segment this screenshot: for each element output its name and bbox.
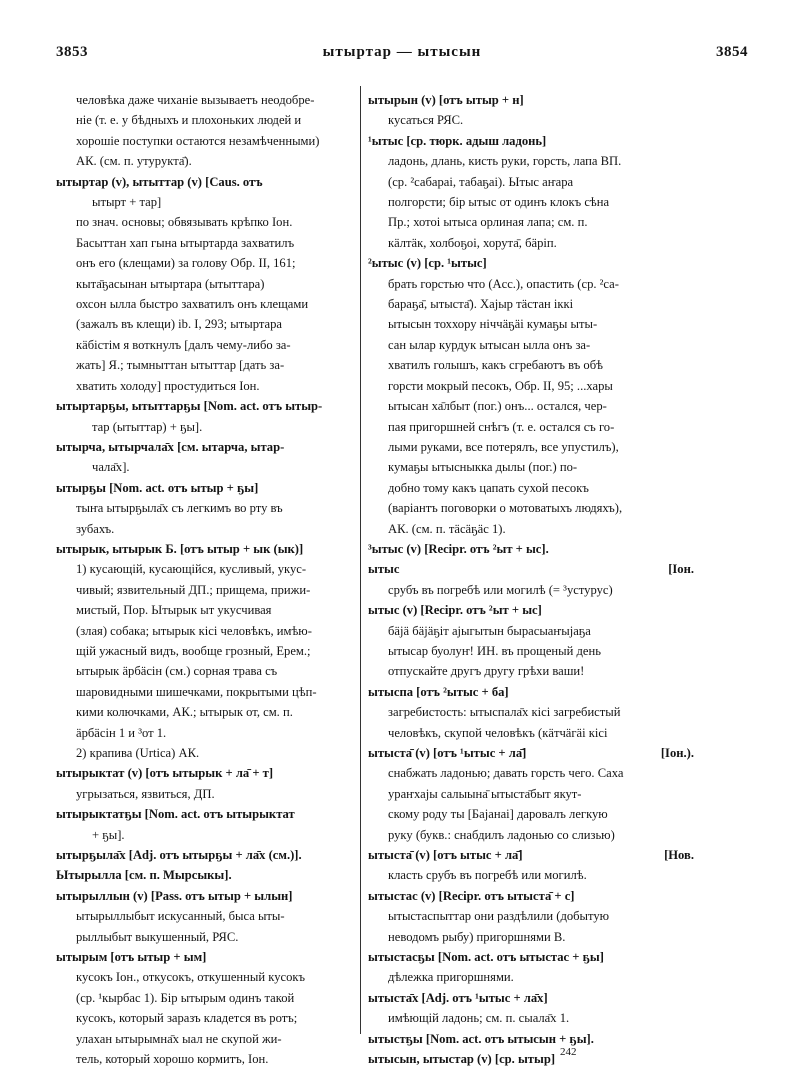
headword-line: ытырым [отъ ытыр + ым] — [56, 950, 207, 965]
definition-line: кӓбістім я воткнулъ [далъ чему-либо за- — [76, 337, 291, 352]
headword-line: ытырыктатҕы [Nom. act. отъ ытырыктат — [56, 807, 295, 822]
definition-line: кусокъ Іон., откусокъ, откушенный кусокъ — [76, 970, 306, 985]
page-number-left: 3853 — [56, 44, 88, 60]
source-abbrev: [Іон. — [668, 562, 694, 577]
headword-line: ытыртар (v), ытыттар (v) [Caus. отъ — [56, 174, 263, 189]
definition-line: дѣлежка пригоршнями. — [388, 970, 514, 985]
headword-line: ытыстасҕы [Nom. act. отъ ытыстас + ҕы] — [368, 950, 604, 965]
definition-line: АК. (см. п. утурукта̄). — [76, 154, 192, 169]
headword-line: ытырҕы [Nom. act. отъ ытыр + ҕы] — [56, 480, 259, 495]
headword-line: ¹ытыс [ср. тюрк. адыш ладонь] — [368, 133, 547, 148]
running-title: ытыртар — ытысын — [322, 44, 482, 60]
page-header — [56, 44, 748, 70]
definition-line: тар (ытыттар) + ҕы]. — [92, 419, 203, 434]
definition-line: срубъ въ погребѣ или могилѣ (= ³устурус) — [388, 582, 613, 597]
definition-line: (ср. ¹кырбас 1). Бір ытырым одинъ такой — [76, 990, 295, 1005]
definition-line: АК. (см. п. тӓсӓҕӓс 1). — [388, 521, 506, 536]
definition-line: кими колючками, АК.; ытырык от, см. п. — [76, 705, 293, 720]
column-divider — [360, 86, 361, 1034]
definition-line: загребистость: ытыспала̄х кісі загребистый — [388, 705, 621, 720]
definition-line: кӓлтӓк, холбоҕоі, хорута̄, бӓріп. — [388, 235, 557, 250]
definition-line: пая пригоршней снѣгъ (т. е. остался съ го- — [388, 419, 615, 434]
headword-line: ытырыллын (v) [Pass. отъ ытыр + ылын] — [56, 888, 293, 903]
definition-line: (зажалъ въ клещи) ib. I, 293; ытыртара — [76, 317, 282, 332]
definition-line: руку (букв.: снабдилъ ладонью со слизью) — [388, 827, 615, 842]
headword-line: ытырын (v) [отъ ытыр + н] — [368, 93, 524, 107]
definition-line: тель, который хорошо кормитъ, Іон. — [76, 1052, 269, 1067]
line-text: ытыста̄ (v) [отъ ¹ытыс + ла̄] — [368, 746, 527, 760]
definition-line: по знач. основы; обвязывать крѣпко Іон. — [76, 215, 293, 230]
headword-line: ытыспа [отъ ²ытыс + ба] — [368, 684, 509, 699]
definition-line: мистый, Пор. Ытырык ыт укусчивая — [76, 603, 272, 618]
line-text: ытыс — [368, 562, 400, 577]
definition-line: + ҕы]. — [92, 827, 125, 842]
source-abbrev: [Нов. — [664, 848, 694, 863]
headword-line: ытыртарҕы, ытыттарҕы [Nom. act. отъ ытыр- — [56, 399, 323, 414]
definition-line: щій ужасный видъ, вообще грозный, Ерем.; — [76, 643, 311, 658]
definition-line: ытысар буолуҥ! ИН. въ прощеный день — [388, 643, 601, 658]
definition-line: бараҕа̄, ытыста̄). Хаjыр тӓстан іккі — [388, 297, 574, 312]
definition-line: ытырт + тар] — [92, 195, 162, 210]
definition-line: человѣка даже чиханіе вызываетъ неодобре- — [76, 93, 315, 107]
definition-line: скому роду ты [Баjанаі] даровалъ легкую — [388, 807, 608, 822]
definition-line: (ср. ²сабараі, табаҕаі). Ытыс аҥара — [388, 174, 574, 189]
headword-line: ытырча, ытырчала̄х [см. ытарча, ытар- — [56, 439, 285, 454]
definition-line: кумаҕы ытысныкка дылы (пог.) по- — [388, 460, 578, 475]
source-abbrev: [Іон.). — [660, 746, 694, 760]
right-column — [368, 90, 694, 1070]
definition-line: добно тому какъ цапать сухой песокъ — [388, 480, 589, 495]
definition-line: кусокъ, который заразъ кладется въ ротъ; — [76, 1011, 298, 1026]
headword-line: ытыста̄х [Adj. отъ ¹ытыс + ла̄х] — [368, 990, 548, 1005]
definition-line: класть срубъ въ погребѣ или могилѣ. — [388, 868, 587, 883]
page-number-right: 3854 — [716, 44, 748, 60]
definition-line: хватить холоду] простудиться Іон. — [76, 378, 260, 393]
definition-line: Басыттан хап гына ытыртарда захватилъ — [76, 235, 295, 250]
definition-line: ӓрбӓсін 1 и ³от 1. — [76, 725, 167, 740]
headword-line: ытыстҕы [Nom. act. отъ ытысын + ҕы]. — [368, 1031, 594, 1046]
headword-line: ытырык, ытырык Б. [отъ ытыр + ык (ык)] — [56, 541, 304, 556]
definition-line: хватилъ голышъ, какъ сгребаютъ въ обѣ — [388, 358, 603, 373]
definition-line: улахан ытырымна̄х ыал не скупой жи- — [76, 1031, 282, 1046]
definition-line: бӓjӓ бӓjӓҕіт аjыгытын бырасыаҥыjаҕа — [388, 623, 591, 638]
line-text: ытыста̄ (v) [отъ ытыс + ла̄] — [368, 848, 523, 863]
definition-line: Пр.; хотоі ытыса орлиная лапа; см. п. — [388, 215, 588, 230]
definition-line: кусаться РЯС. — [388, 113, 464, 128]
headword-line: ытырҕыла̄х [Adj. отъ ытырҕы + ла̄х (см.)]. — [56, 848, 302, 863]
headword-line — [368, 845, 694, 865]
definition-line: зубахъ. — [76, 521, 115, 536]
definition-line: шаровидными шишечками, покрытыми цѣп- — [76, 684, 317, 699]
headword-line: ытыстас (v) [Recipr. отъ ытыста̄ + с] — [368, 888, 575, 903]
definition-line: сан ылар курдук ытысан ылла онъ за- — [388, 337, 591, 352]
definition-line: жать] Я.; тымныттан ытыттар [дать за- — [76, 358, 285, 373]
definition-line: ладонь, длань, кисть руки, горсть, лапа ВП. — [388, 154, 622, 169]
headword-line: ытысын, ытыстар (v) [ср. ытыр] — [368, 1052, 556, 1067]
definition-line: 1) кусающій, кусающійся, кусливый, укус- — [76, 562, 307, 577]
definition-line: брать горстью что (Acc.), опастить (ср. ²са- — [388, 276, 619, 291]
definition-line: рыллыбыт выкушенный, РЯС. — [76, 929, 239, 944]
left-column — [56, 90, 352, 1070]
definition-line: онъ его (клещами) за голову Обр. II, 161; — [76, 256, 296, 271]
definition-line: чала̄х]. — [92, 460, 130, 475]
headword-line — [368, 743, 694, 763]
definition-line: ытыстаспыттар они раздѣлили (добытую — [388, 909, 610, 924]
definition-line: тыҥа ытырҕыла̄х съ легкимъ во рту въ — [76, 501, 283, 516]
definition-line: ытырыллыбыт искусанный, быса ыты- — [76, 909, 285, 924]
definition-line: чивый; язвительный ДП.; прищема, прижи- — [76, 582, 311, 597]
definition-line: угрызаться, язвиться, ДП. — [76, 786, 215, 801]
definition-line: имѣющій ладонь; см. п. сыала̄х 1. — [388, 1011, 570, 1026]
definition-line: полгорсти; бір ытыс от одинъ клокъ сѣна — [388, 195, 610, 210]
definition-line: снабжать ладонью; давать горсть чего. Саха — [388, 766, 624, 781]
definition-line: человѣкъ, скупой человѣкъ (кӓтчӓгӓі кісі — [388, 725, 608, 740]
definition-line: неводомъ рыбу) пригоршнями В. — [388, 929, 566, 944]
definition-line: кыта̄ҕасынан ытыртара (ытыттара) — [76, 276, 265, 291]
headword-line: ытырыктат (v) [отъ ытырык + ла̄ + т] — [56, 766, 274, 781]
headword-line: Ытырылла [см. п. Мырсыкы]. — [56, 868, 232, 883]
definition-line: (варіантъ поговорки о мотоватыхъ людяхъ), — [388, 501, 623, 516]
definition-line: ытысан ха̄лбыт (пог.) онъ... остался, чер- — [388, 399, 607, 414]
definition-line: ытысын тоххору ніччӓҕӓі кумаҕы ыты- — [388, 317, 598, 332]
definition-line: лыми руками, все потерялъ, все упустилъ), — [388, 439, 619, 454]
definition-line: горсти мокрый песокъ, Обр. II, 95; ...хары — [388, 378, 613, 393]
definition-line: отпускайте другъ другу грѣхи ваши! — [388, 664, 585, 679]
definition-line: (злая) собака; ытырык кісі человѣкъ, имѣю- — [76, 623, 312, 638]
definition-line: хорошіе поступки остаются незамѣченными) — [76, 133, 320, 148]
headword-line: ²ытыс (v) [ср. ¹ытыс] — [368, 256, 487, 271]
definition-line: охсон ылла быстро захватилъ онъ клещами — [76, 297, 309, 312]
definition-line: ніе (т. е. у бѣдныхъ и плохоньких людей и — [76, 113, 302, 128]
headword-line: ³ытыс (v) [Recipr. отъ ²ыт + ыс]. — [368, 541, 549, 556]
definition-line: ытырык ӓрбӓсін (см.) сорная трава съ — [76, 664, 278, 679]
headword-line: ытыс (v) [Recipr. отъ ²ыт + ыс] — [368, 603, 542, 618]
folio-number: 242 — [560, 1046, 577, 1058]
definition-line: 2) крапива (Urtica) АК. — [76, 746, 200, 760]
definition-line: ураҥхаjы салыына̄ ытыста̄быт якут- — [388, 786, 582, 801]
headword-line — [368, 559, 694, 579]
